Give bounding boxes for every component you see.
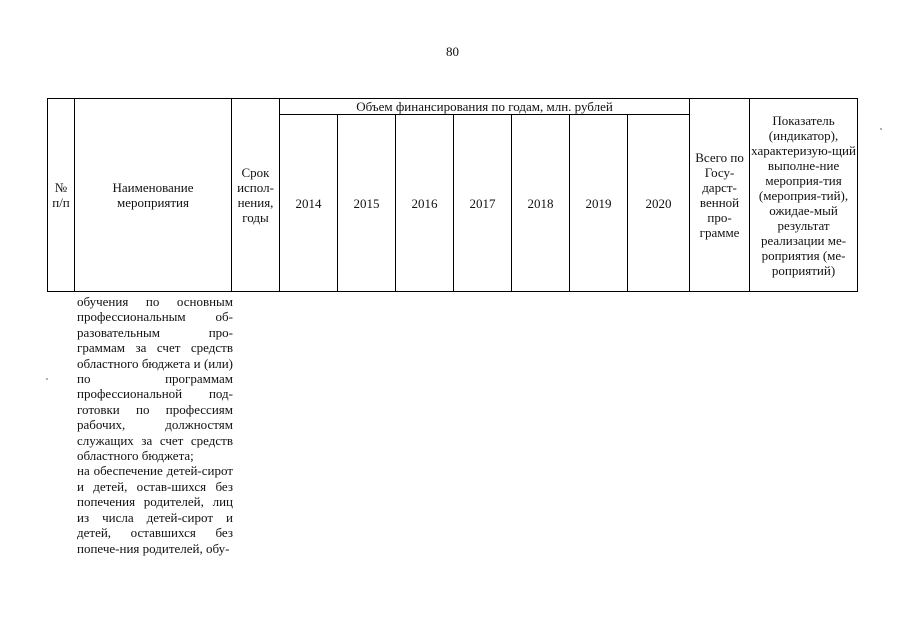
header-total: Всего по Госу-дарст-венной про-грамме <box>690 99 750 292</box>
continuation-text <box>77 294 233 556</box>
header-indicator: Показатель (индикатор), характеризую-щий выполне-ние мероприя-тия (мероприя-тий), ожидае-мый результат реализации ме-роприятия (ме-роприятий) <box>750 99 858 292</box>
continuation-paragraph: обучения по основным профессиональным об-разовательным про-граммам за счет средств областного бюджета и (или) по программам профессиональной под-готовки по профессиям рабочих, должностям служащих за счет средств областного бюджета; <box>77 294 233 464</box>
scan-speck <box>880 128 882 130</box>
header-year: 2014 <box>280 115 338 292</box>
header-year: 2018 <box>512 115 570 292</box>
header-year: 2017 <box>454 115 512 292</box>
header-year: 2019 <box>570 115 628 292</box>
funding-table <box>47 98 858 292</box>
page-number: 80 <box>446 44 459 59</box>
header-year: 2016 <box>396 115 454 292</box>
header-number: № п/п <box>48 99 75 292</box>
scan-speck <box>46 378 48 380</box>
header-year: 2015 <box>338 115 396 292</box>
header-funding: Объем финансирования по годам, млн. рублей <box>280 99 690 115</box>
header-year: 2020 <box>628 115 690 292</box>
continuation-paragraph: на обеспечение детей-сирот и детей, остав-шихся без попечения родителей, лиц из числа детей-сирот и детей, оставшихся без попече-ния родителей, обу- <box>77 463 233 556</box>
header-name: Наименование мероприятия <box>75 99 232 292</box>
header-term: Срок испол-нения, годы <box>232 99 280 292</box>
